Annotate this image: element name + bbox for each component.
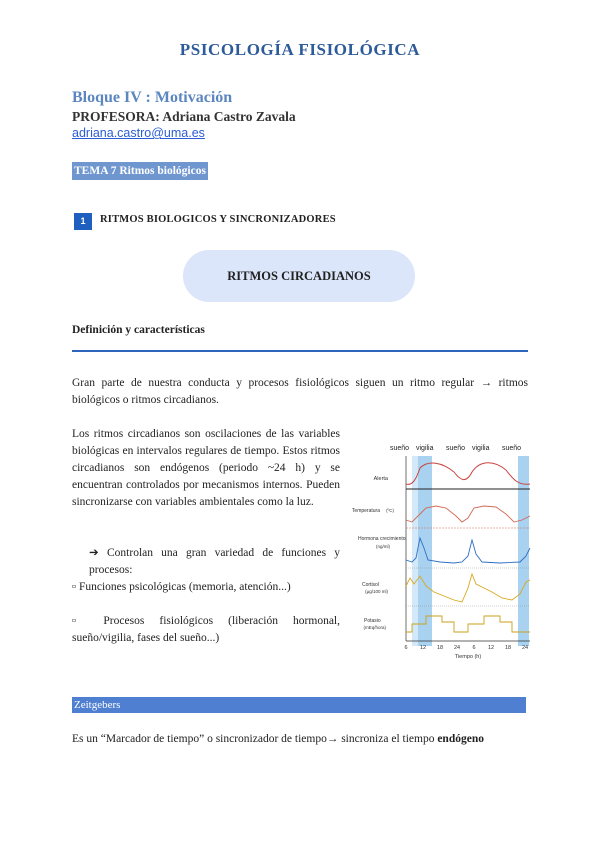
zeitgebers-text-bold: endógeno (437, 733, 484, 745)
definition-rule (72, 350, 528, 352)
label-cortisol: Cortisol (362, 582, 379, 588)
label-hormona-unit: (ng/ml) (375, 544, 390, 549)
x-axis-label: Tiempo (h) (454, 654, 482, 660)
label-potasio-unit: (mEq/hora) (363, 625, 386, 630)
section-title: RITMOS BIOLOGICOS Y SINCRONIZADORES (100, 214, 336, 225)
arrow-right-icon: ➔ (89, 547, 99, 559)
x-tick: 12 (419, 645, 427, 651)
x-tick: 18 (436, 645, 444, 651)
phase-label-3: sueño (446, 445, 466, 452)
bullet-psychological-text: Funciones psicológicas (memoria, atención...) (78, 581, 291, 593)
page-title: PSICOLOGÍA FISIOLÓGICA (179, 40, 421, 59)
label-temperatura-unit: (ºC) (386, 508, 394, 513)
zeitgebers-text (72, 733, 484, 745)
phase-label-4: vigilia (472, 445, 490, 452)
bullet-physiological-text: Procesos fisiológicos (liberación hormonal, sueño/vigilia, fases del sueño...) (72, 615, 341, 644)
phase-label-5: sueño (502, 445, 522, 452)
phase-label-2: vigilia (416, 445, 434, 452)
square-bullet-icon: ▫ (72, 581, 79, 593)
circadian-pill: RITMOS CIRCADIANOS (183, 250, 415, 302)
x-tick: 6 (472, 645, 476, 651)
label-hormona: Hormona crecimiento (358, 536, 406, 542)
zeitgebers-text-prefix: Es un “Marcador de tiempo” o sincronizador de tiempo→ sincroniza el tiempo (72, 733, 438, 745)
tema-heading: TEMA 7 Ritmos biológicos (72, 162, 208, 180)
x-tick: 24 (521, 645, 529, 651)
functions-text: Controlan una gran variedad de funciones y procesos: (89, 547, 340, 576)
x-tick: 18 (504, 645, 512, 651)
section-number-badge: 1 (74, 213, 92, 230)
circadian-chart (350, 436, 532, 662)
x-tick: 6 (404, 645, 408, 651)
label-alerta: Alerta (373, 476, 388, 482)
bullet-psychological (72, 579, 340, 596)
definition-title: Definición y características (72, 324, 205, 336)
block-title: Bloque IV : Motivación (72, 89, 233, 106)
zeitgebers-heading: Zeitgebers (72, 697, 526, 713)
label-potasio: Potasio (364, 618, 381, 624)
label-cortisol-unit: (µg/100 ml) (365, 589, 388, 594)
bullet-physiological (72, 613, 340, 647)
email-link[interactable]: adriana.castro@uma.es (72, 126, 205, 140)
label-temperatura: Temperatura (351, 508, 380, 514)
x-tick: 12 (487, 645, 495, 651)
circadian-paragraph: Los ritmos circadianos son oscilaciones de las variables biológicas en intervalos regulares de tiempo. Estos ritmos circadianos son endógenos (periodo ~24 h) y se encuentran controlados por mecanismos internos. Pueden sincronizarse con variables ambientales como la luz. (72, 428, 340, 508)
phase-label-1: sueño (390, 445, 410, 452)
intro-paragraph: Gran parte de nuestra conducta y procesos fisiológicos siguen un ritmo regular → ritmos biológicos o ritmos circadianos. (72, 377, 528, 406)
functions-arrow-item (89, 545, 340, 579)
square-bullet-icon: ▫ (72, 615, 104, 627)
professor-line: PROFESORA: Adriana Castro Zavala (72, 109, 296, 124)
x-tick: 24 (453, 645, 461, 651)
